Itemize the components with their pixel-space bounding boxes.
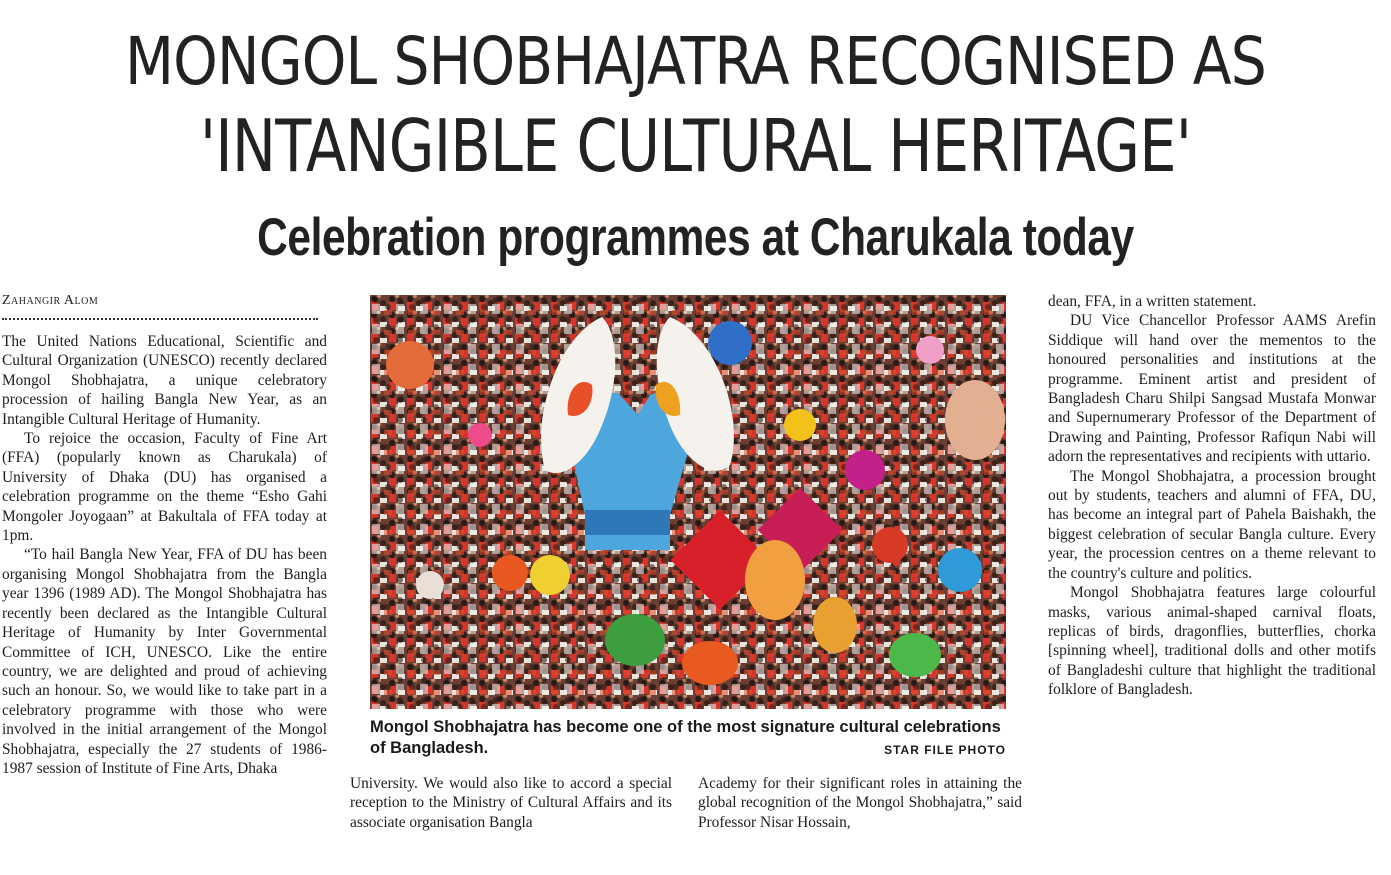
- paragraph: To rejoice the occasion, Faculty of Fine Art (FFA) (popularly known as Charukala) of University of Dhaka (DU) has organised a celebration programme on the theme “Esho Gahi Mongoler Joyogaan” at Bakultala of FFA today at 1pm.: [2, 430, 327, 545]
- subheadline: Celebration programmes at Charukala today: [257, 208, 1134, 267]
- headline-line-1: MONGOL SHOBHAJATRA RECOGNISED AS: [125, 23, 1266, 100]
- article-column-1: [2, 332, 327, 778]
- byline-divider: [2, 318, 318, 320]
- paragraph: The United Nations Educational, Scientific and Cultural Organization (UNESCO) recently declared Mongol Shobhajatra, a unique celebratory procession of hailing Bangla New Year, as an Intangible Cultural Heritage of Humanity.: [2, 333, 327, 428]
- photo-caption: Mongol Shobhajatra has become one of the most signature cultural celebrations of Bangladesh.: [370, 718, 1001, 757]
- article-column-3: [698, 774, 1022, 832]
- photo-credit: STAR FILE PHOTO: [884, 743, 1006, 757]
- procession-photo: [370, 295, 1006, 709]
- crowd-illustration: [370, 295, 1006, 709]
- article-column-4: [1048, 292, 1376, 700]
- paragraph: “To hail Bangla New Year, FFA of DU has been organising Mongol Shobhajatra from the Bangla year 1396 (1989 AD). The Mongol Shobhajatra has recently been declared as the Intangible Cultural Heritage of Humanity by Inter Governmental Committee of ICH, UNESCO. Like the entire country, we are delighted and proud of achieving such an honour. So, we would like to take part in a celebratory programme with those who were involved in the initial arrangement of the Mongol Shobhajatra, especially the 27 students of 1986-1987 session of Institute of Fine Arts, Dhaka: [2, 546, 327, 777]
- article-column-2: [350, 774, 672, 832]
- paragraph: University. We would also like to accord a special reception to the Ministry of Cultural Affairs and its associate organisation Bangla: [350, 775, 672, 831]
- paragraph: DU Vice Chancellor Professor AAMS Arefin Siddique will hand over the mementos to the honoured personalities and institutions at the programme. Eminent artist and president of Bangladesh Charu Shilpi Sangsad Mustafa Monwar and Supernumerary Professor of the Department of Drawing and Painting, Professor Rafiqun Nabi will adorn the representatives and recipients with uttario.: [1048, 312, 1376, 466]
- paragraph: The Mongol Shobhajatra, a procession brought out by students, teachers and alumni of FFA, DU, has become an integral part of Pahela Baishakh, the biggest celebration of secular Bangla culture. Every year, the procession centres on a theme relevant to the country's culture and politics.: [1048, 467, 1376, 582]
- paragraph: Mongol Shobhajatra features large colourful masks, various animal-shaped carnival floats, replicas of birds, dragonflies, butterflies, chorka [spinning wheel], traditional dolls and other motifs of Bangladeshi culture that highlight the traditional folklore of Bangladesh.: [1048, 584, 1376, 699]
- paragraph: Academy for their significant roles in attaining the global recognition of the Mongol Shobhajatra,” said Professor Nisar Hossain,: [698, 775, 1022, 831]
- headline-line-2: 'INTANGIBLE CULTURAL HERITAGE': [199, 104, 1192, 188]
- paragraph: dean, FFA, in a written statement.: [1048, 293, 1257, 310]
- byline: Zahangir Alom: [2, 293, 99, 308]
